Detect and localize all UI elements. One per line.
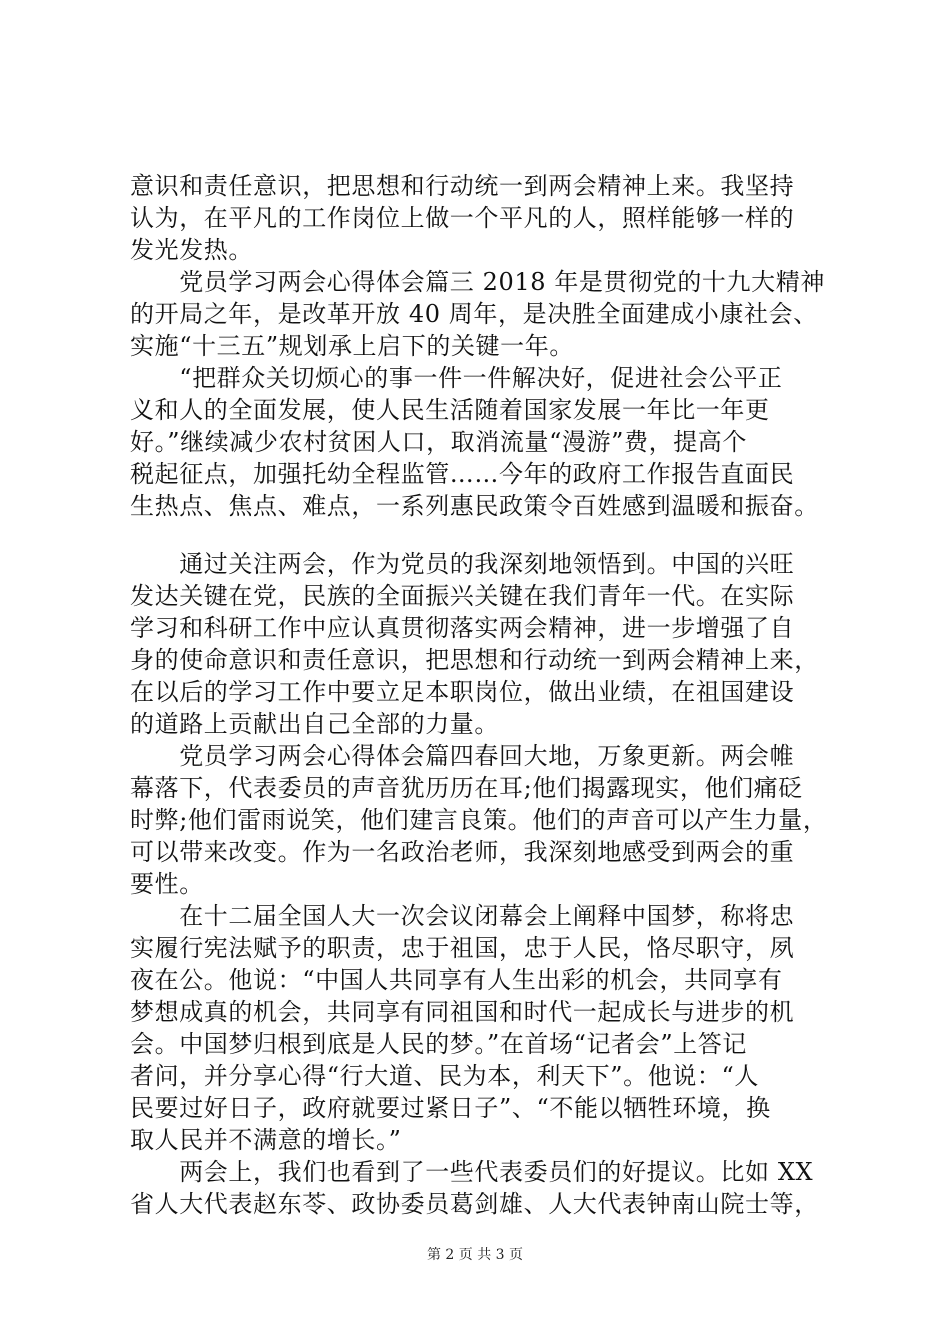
text-line: 好。”继续减少农村贫困人口，取消流量“漫游”费，提高个 bbox=[130, 428, 748, 456]
page-number: 第 2 页 共 3 页 bbox=[426, 1247, 524, 1263]
text-line: 在以后的学习工作中要立足本职岗位，做出业绩，在祖国建设 bbox=[130, 678, 795, 706]
paragraph bbox=[130, 1156, 830, 1220]
text-line: 发达关键在党，民族的全面振兴关键在我们青年一代。在实际 bbox=[130, 582, 795, 610]
paragraph bbox=[130, 548, 830, 740]
paragraph bbox=[130, 900, 830, 1156]
text-line: 可以带来改变。作为一名政治老师，我深刻地感受到两会的重 bbox=[130, 838, 795, 866]
text-line: 意识和责任意识，把思想和行动统一到两会精神上来。我坚持 bbox=[130, 172, 795, 200]
text-line: 时弊;他们雷雨说笑，他们建言良策。他们的声音可以产生力量， bbox=[130, 806, 828, 834]
text-line: 义和人的全面发展，使人民生活随着国家发展一年比一年更 bbox=[130, 396, 770, 424]
paragraph-spacer bbox=[130, 522, 830, 548]
text-line: 者问，并分享心得“行大道、民为本，利天下”。他说：“人 bbox=[130, 1062, 760, 1090]
text-line: 要性。 bbox=[130, 870, 204, 898]
paragraph bbox=[130, 740, 830, 900]
text-line: 实履行宪法赋予的职责，忠于祖国，忠于人民，恪尽职守，夙 bbox=[130, 934, 795, 962]
document-body bbox=[130, 170, 830, 1220]
text-line: 在十二届全国人大一次会议闭幕会上阐释中国梦，称将忠 bbox=[130, 902, 795, 930]
text-line: 会。中国梦归根到底是人民的梦。”在首场“记者会”上答记 bbox=[130, 1030, 748, 1058]
paragraph bbox=[130, 362, 830, 522]
text-line: “把群众关切烦心的事一件一件解决好，促进社会公平正 bbox=[130, 364, 783, 392]
text-line: 实施“十三五”规划承上启下的关键一年。 bbox=[130, 332, 574, 360]
text-line: 两会上，我们也看到了一些代表委员们的好提议。比如 XX bbox=[130, 1158, 814, 1186]
paragraph bbox=[130, 170, 830, 266]
page-footer bbox=[0, 1245, 950, 1265]
text-line: 认为，在平凡的工作岗位上做一个平凡的人，照样能够一样的 bbox=[130, 204, 795, 232]
text-line: 学习和科研工作中应认真贯彻落实两会精神，进一步增强了自 bbox=[130, 614, 795, 642]
text-line: 党员学习两会心得体会篇四春回大地，万象更新。两会帷 bbox=[130, 742, 795, 770]
text-line: 通过关注两会，作为党员的我深刻地领悟到。中国的兴旺 bbox=[130, 550, 795, 578]
paragraph bbox=[130, 266, 830, 362]
text-line: 取人民并不满意的增长。” bbox=[130, 1126, 402, 1154]
text-line: 梦想成真的机会，共同享有同祖国和时代一起成长与进步的机 bbox=[130, 998, 795, 1026]
text-line: 夜在公。他说：“中国人共同享有人生出彩的机会，共同享有 bbox=[130, 966, 783, 994]
text-line: 身的使命意识和责任意识，把思想和行动统一到两会精神上来， bbox=[130, 646, 819, 674]
text-line: 民要过好日子，政府就要过紧日子”、“不能以牺牲环境，换 bbox=[130, 1094, 771, 1122]
text-line: 生热点、焦点、难点，一系列惠民政策令百姓感到温暖和振奋。 bbox=[130, 492, 819, 520]
text-line: 的道路上贡献出自己全部的力量。 bbox=[130, 710, 499, 738]
text-line: 发光发热。 bbox=[130, 236, 253, 264]
text-line: 党员学习两会心得体会篇三 2018 年是贯彻党的十九大精神 bbox=[130, 268, 825, 296]
text-line: 的开局之年，是改革开放 40 周年，是决胜全面建成小康社会、 bbox=[130, 300, 818, 328]
text-line: 税起征点，加强托幼全程监管……今年的政府工作报告直面民 bbox=[130, 460, 795, 488]
text-line: 省人大代表赵东苓、政协委员葛剑雄、人大代表钟南山院士等， bbox=[130, 1190, 819, 1218]
text-line: 幕落下，代表委员的声音犹历历在耳;他们揭露现实，他们痛砭 bbox=[130, 774, 803, 802]
